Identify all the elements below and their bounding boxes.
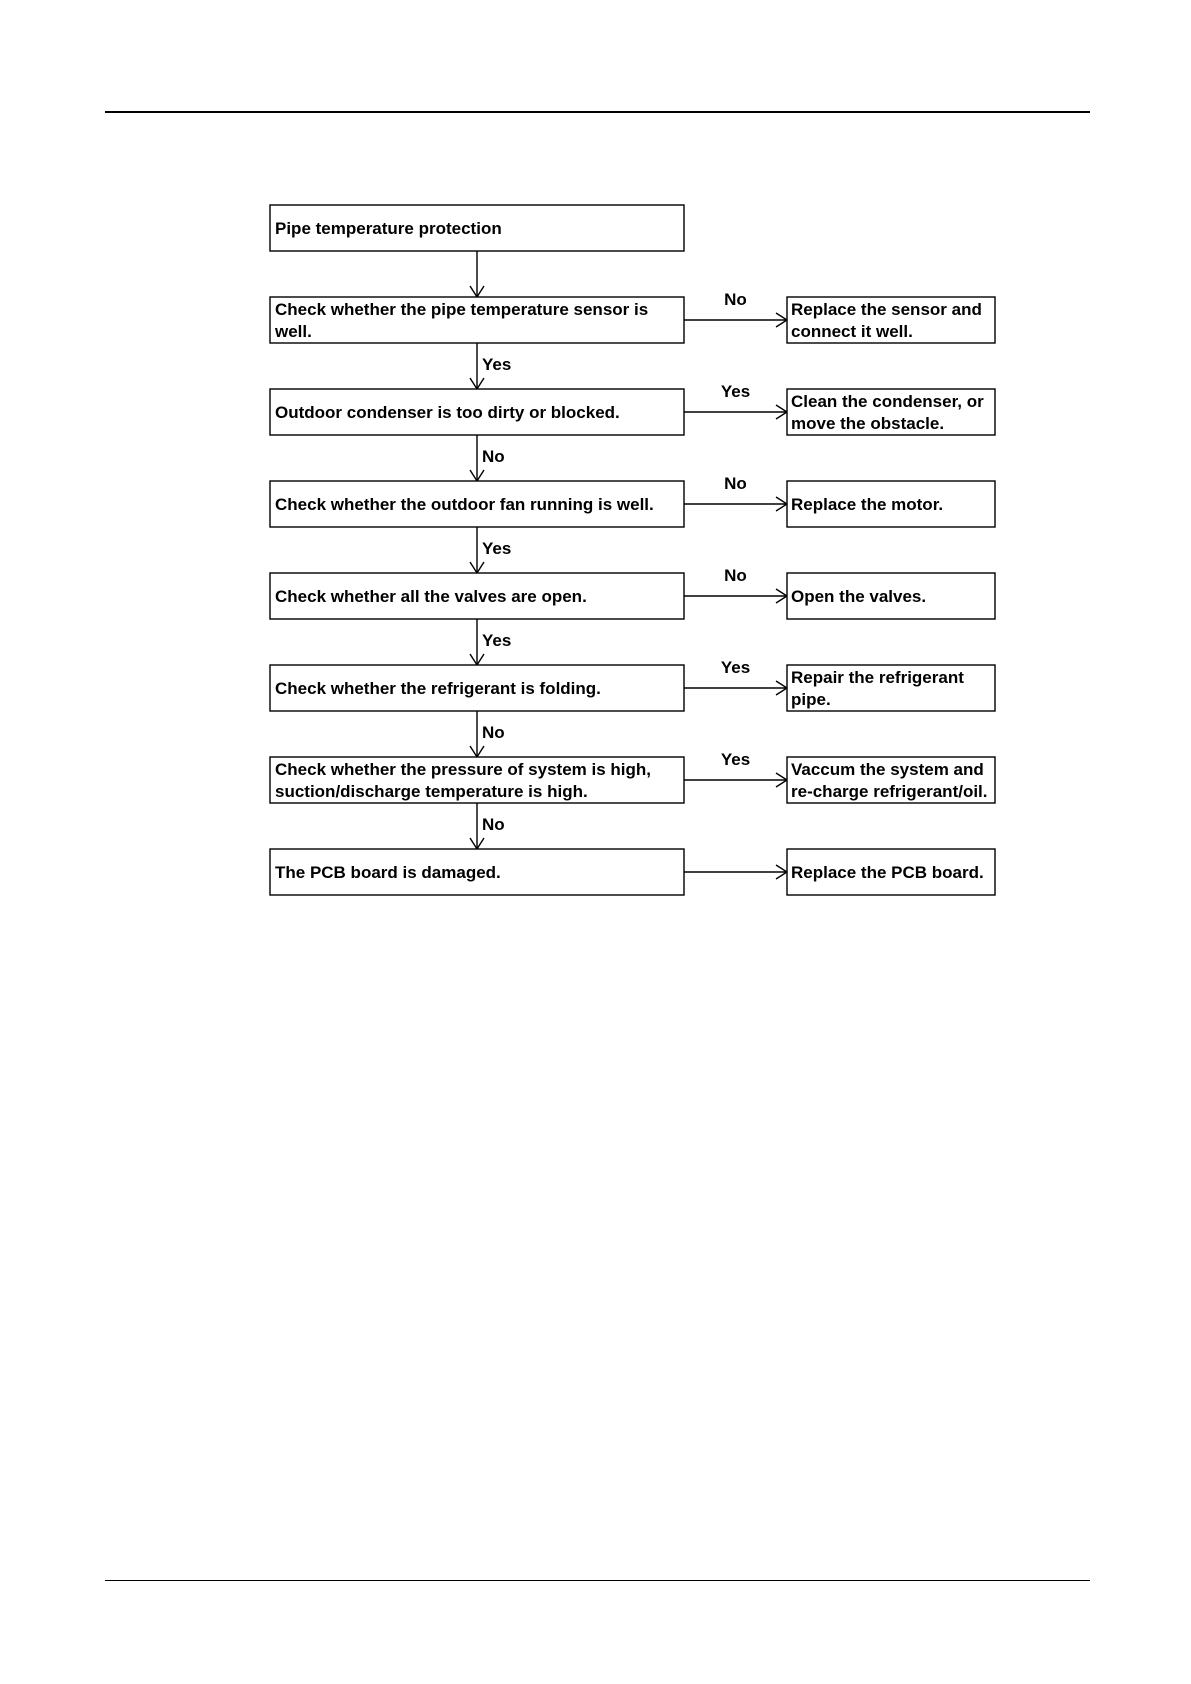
check-box-label-line: The PCB board is damaged. [275, 863, 501, 882]
action-box-label-line: Replace the sensor and [791, 300, 982, 319]
action-box-label-line: move the obstacle. [791, 414, 945, 433]
down-branch-label: No [482, 723, 505, 742]
side-branch-label: Yes [720, 382, 751, 401]
check-box-label [275, 403, 620, 422]
down-branch-label: Yes [482, 539, 512, 558]
check-box-label-line: Check whether the pipe temperature sensor is [275, 300, 649, 319]
action-box-label-line: pipe. [791, 690, 831, 709]
side-branch-label: No [724, 566, 747, 585]
action-box-label-line: Vaccum the system and [791, 760, 984, 779]
action-box-label-line: Repair the refrigerant [791, 668, 964, 687]
check-box-label-line: suction/discharge temperature is high. [275, 782, 588, 801]
footer-rule [105, 1580, 1090, 1581]
action-box-label-line: Open the valves. [791, 587, 927, 606]
down-branch-label: Yes [482, 631, 512, 650]
check-box-label-line: Check whether the outdoor fan running is well. [275, 495, 654, 514]
down-branch-label: No [482, 447, 505, 466]
check-box-label [275, 587, 587, 606]
check-box-label-line: Outdoor condenser is too dirty or blocked. [275, 403, 620, 422]
action-box-label [791, 863, 984, 882]
check-box-label-line: well. [275, 322, 312, 341]
action-box-label-line: Replace the PCB board. [791, 863, 984, 882]
action-box-label-line: Replace the motor. [791, 495, 944, 514]
side-branch-label: No [724, 290, 747, 309]
check-box-label [275, 495, 654, 514]
action-box-label [791, 495, 943, 514]
down-branch-label: Yes [482, 355, 512, 374]
start-box-label: Pipe temperature protection [275, 219, 502, 238]
check-box-label [275, 863, 501, 882]
side-branch-label: Yes [720, 750, 751, 769]
action-box-label [791, 587, 926, 606]
down-branch-label: No [482, 815, 505, 834]
check-box-label [275, 679, 601, 698]
check-box-label-line: Check whether the pressure of system is high, [275, 760, 652, 779]
side-branch-label: Yes [720, 658, 751, 677]
action-box-label-line: connect it well. [791, 322, 913, 341]
side-branch-label: No [724, 474, 747, 493]
check-box-label-line: Check whether all the valves are open. [275, 587, 587, 606]
action-box-label-line: re-charge refrigerant/oil. [791, 782, 988, 801]
check-box-label-line: Check whether the refrigerant is folding. [275, 679, 601, 698]
action-box-label-line: Clean the condenser, or [791, 392, 984, 411]
